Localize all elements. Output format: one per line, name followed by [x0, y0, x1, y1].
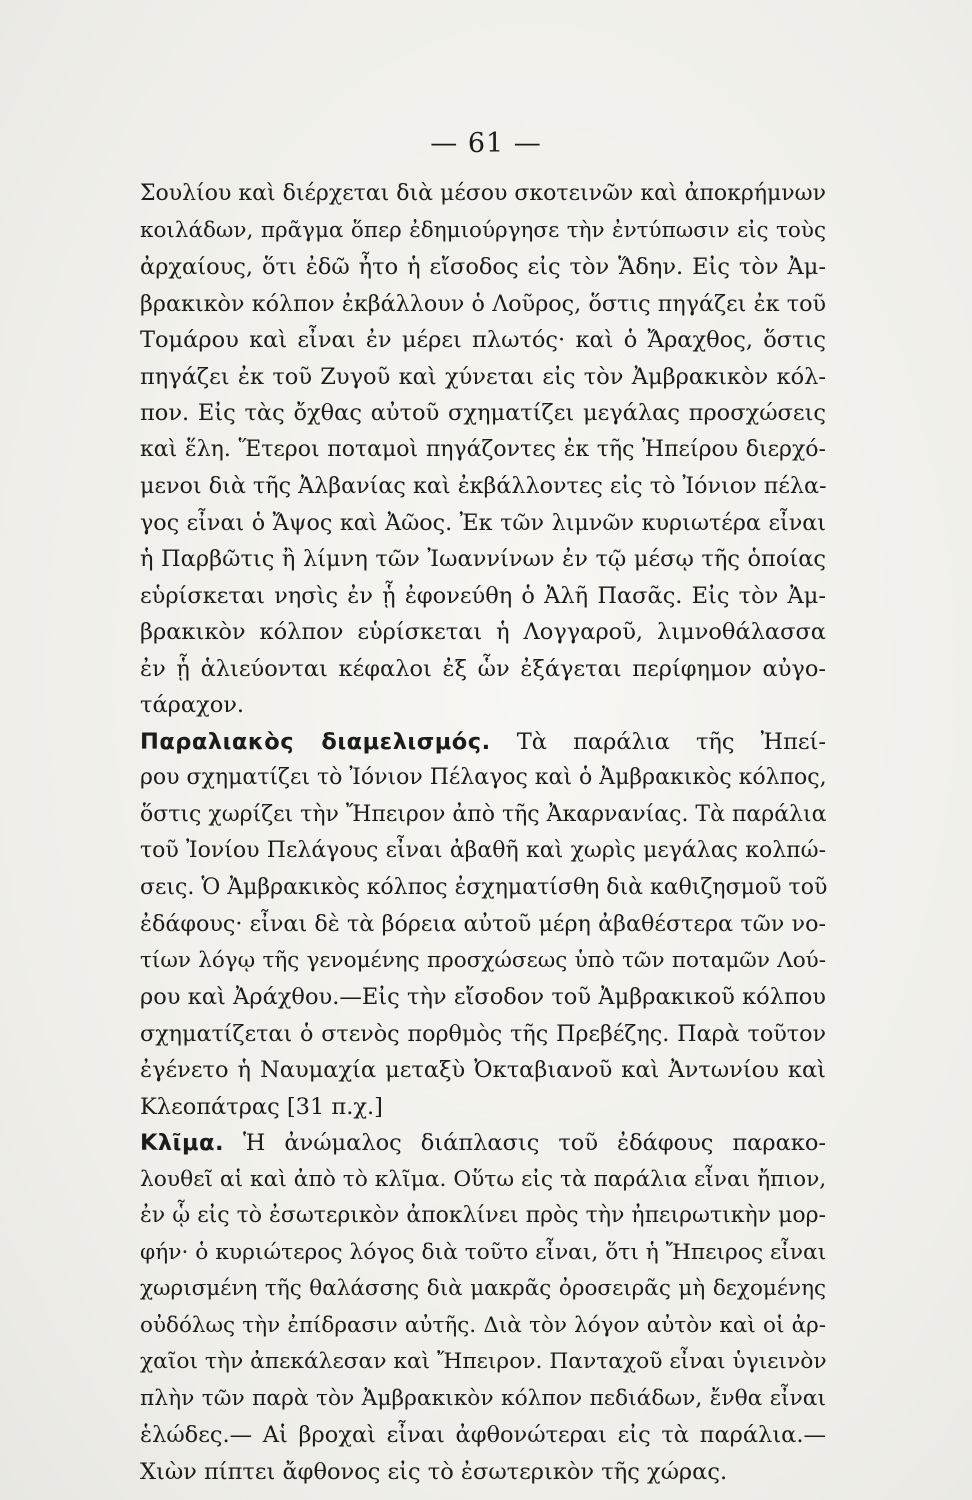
text-line: τάραχον.: [140, 692, 245, 718]
text-line: καὶ ἕλη. Ἕτεροι ποταμοὶ πηγάζοντες ἐκ τῆς Ἠπείρου διερχό-: [140, 436, 826, 462]
text-line: τοῦ Ἰονίου Πελάγους εἶναι ἀβαθῆ καὶ χωρὶς μεγάλας κολπώ-: [140, 838, 826, 863]
text-line: βρακικὸν κόλπον εὑρίσκεται ἡ Λογγαροῦ, λιμνοθάλασσα: [140, 619, 826, 645]
text-line: σχηματίζεται ὁ στενὸς πορθμὸς τῆς Πρεβέζης. Παρὰ τοῦτον: [140, 1020, 826, 1047]
text-line: λουθεῖ αἱ καὶ ἀπὸ τὸ κλῖμα. Οὕτω εἰς τὰ παράλια εἶναι ἤπιον,: [140, 1166, 827, 1192]
text-line: Τομάρου καὶ εἶναι ἐν μέρει πλωτός· καὶ ὁ Ἄραχθος, ὅστις: [140, 327, 826, 353]
text-line: πον. Εἰς τὰς ὄχθας αὐτοῦ σχηματίζει μεγάλας προσχώσεις: [140, 400, 826, 426]
text-line: πηγάζει ἐκ τοῦ Ζυγοῦ καὶ χύνεται εἰς τὸν Ἀμβρακικὸν κόλ-: [140, 363, 826, 390]
text-line: χαῖοι τὴν ἀπεκάλεσαν καὶ Ἤπειρον. Πανταχοῦ εἶναι ὑγιεινὸν: [140, 1349, 827, 1374]
text-line: ἐν ᾧ εἰς τὸ ἐσωτερικὸν ἀποκλίνει πρὸς τὴν ἠπειρωτικὴν μορ-: [140, 1203, 826, 1228]
text-line: ἀρχαίους, ὅτι ἐδῶ ἦτο ἡ εἴσοδος εἰς τὸν Ἅδην. Εἰς τὸν Ἀμ-: [140, 254, 826, 280]
text-line: ἐδάφους· εἶναι δὲ τὰ βόρεια αὐτοῦ μέρη ἀβαθέστερα τῶν νο-: [140, 911, 826, 937]
text-line: εὑρίσκεται νησὶς ἐν ᾗ ἐφονεύθη ὁ Ἀλῆ Πασᾶς. Εἰς τὸν Ἀμ-: [140, 582, 826, 609]
section-heading: Παραλιακὸς διαμελισμός.: [140, 728, 491, 755]
text-line: ἑλώδες.— Αἱ βροχαὶ εἶναι ἀφθονώτεραι εἰς τὰ παράλια.—: [140, 1422, 826, 1448]
page-number: — 61 —: [430, 128, 542, 159]
text-line: Σουλίου καὶ διέρχεται διὰ μέσου σκοτεινῶν καὶ ἀποκρήμνων: [140, 181, 826, 206]
text-line: ρου καὶ Ἀράχθου.—Εἰς τὴν εἴσοδον τοῦ Ἀμβρακικοῦ κόλπου: [140, 984, 826, 1010]
text-line: ἐγένετο ἡ Ναυμαχία μεταξὺ Ὀκταβιανοῦ καὶ Ἀντωνίου καὶ: [140, 1057, 826, 1083]
text-span: Τὰ παράλια τῆς Ἠπεί-: [516, 728, 826, 755]
page-text: [140, 176, 826, 1490]
text-line: χωρισμένη τῆς θαλάσσης διὰ μακρᾶς ὀροσειρᾶς μὴ δεχομένης: [140, 1276, 826, 1301]
text-line: ἐν ᾗ ἁλιεύονται κέφαλοι ἐξ ὧν ἐξάγεται περίφημον αὐγο-: [140, 655, 826, 682]
text-line: ρου σχηματίζει τὸ Ἰόνιον Πέλαγος καὶ ὁ Ἀμβρακικὸς κόλπος,: [140, 765, 827, 790]
text-line: πλὴν τῶν παρὰ τὸν Ἀμβρακικὸν κόλπον πεδιάδων, ἔνθα εἶναι: [140, 1385, 826, 1411]
text-line: Κλεοπάτρας [31 π.χ.]: [140, 1093, 383, 1120]
text-line: Χιὼν πίπτει ἄφθονος εἰς τὸ ἐσωτερικὸν τῆς χώρας.: [140, 1458, 728, 1485]
section-heading: Κλῖμα.: [140, 1130, 225, 1156]
text-line: βρακικὸν κόλπον ἐκβάλλουν ὁ Λοῦρος, ὅστις πηγάζει ἐκ τοῦ: [140, 290, 826, 317]
text-span: Ἡ ἀνώμαλος διάπλασις τοῦ ἐδάφους παρακο-: [243, 1130, 827, 1156]
text-line: τίων λόγῳ τῆς γενομένης προσχώσεως ὑπὸ τῶν ποταμῶν Λού-: [140, 947, 826, 973]
text-line: ἡ Παρβῶτις ἢ λίμνη τῶν Ἰωαννίνων ἐν τῷ μέσῳ τῆς ὁποίας: [140, 546, 826, 572]
text-line: [140, 724, 826, 761]
text-line: οὐδόλως τὴν ἐπίδρασιν αὐτῆς. Διὰ τὸν λόγον αὐτὸν καὶ οἱ ἀρ-: [140, 1312, 826, 1338]
text-line: γος εἶναι ὁ Ἄψος καὶ Ἀῶος. Ἐκ τῶν λιμνῶν κυριωτέρα εἶναι: [140, 509, 826, 536]
text-line: μενοι διὰ τῆς Ἀλβανίας καὶ ἐκβάλλοντες εἰς τὸ Ἰόνιον πέλα-: [140, 473, 827, 499]
text-line: κοιλάδων, πρᾶγμα ὅπερ ἐδημιούργησε τὴν ἐντύπωσιν εἰς τοὺς: [140, 217, 826, 243]
text-line: [140, 1125, 826, 1162]
text-line: φήν· ὁ κυριώτερος λόγος διὰ τοῦτο εἶναι, ὅτι ἡ Ἤπειρος εἶναι: [140, 1239, 827, 1265]
text-line: σεις. Ὁ Ἀμβρακικὸς κόλπος ἐσχηματίσθη διὰ καθιζησμοῦ τοῦ: [140, 874, 828, 900]
text-line: ὅστις χωρίζει τὴν Ἤπειρον ἀπὸ τῆς Ἀκαρνανίας. Τὰ παράλια: [140, 801, 827, 827]
